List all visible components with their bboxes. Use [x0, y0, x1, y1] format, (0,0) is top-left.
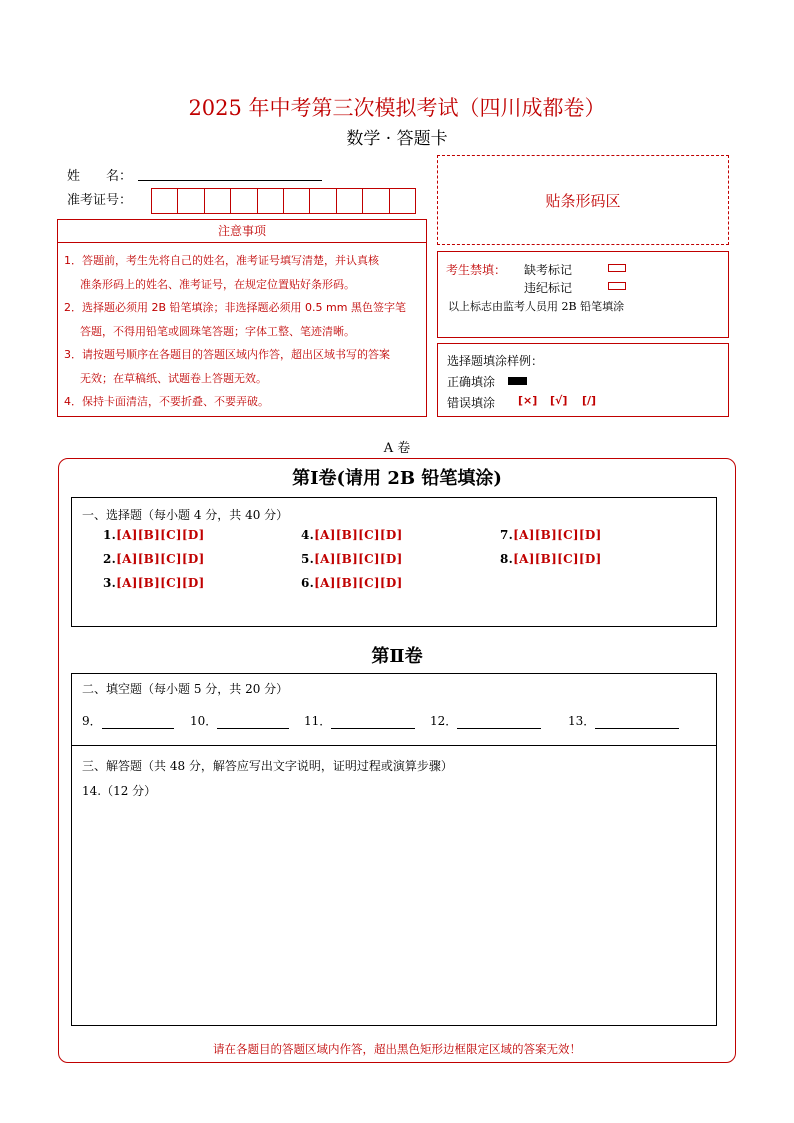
absence-label: 考生禁填：: [446, 263, 507, 277]
fill-heading: 二、填空题（每小题 5 分，共 20 分）: [82, 682, 289, 696]
id-cell[interactable]: [258, 189, 284, 213]
notice-line: 3．请按题号顺序在各题目的答题区域内作答，超出区域书写的答案: [64, 348, 390, 361]
violation-mark-label: 违纪标记: [524, 281, 573, 295]
footer-warning: 请在各题目的答题区域内作答，超出黑色矩形边框限定区域的答案无效！: [213, 1042, 581, 1056]
barcode-area: [437, 155, 729, 245]
absence-note: 以上标志由监考人员用 2B 铅笔填涂: [448, 300, 625, 313]
id-cell[interactable]: [231, 189, 257, 213]
barcode-label: 贴条形码区: [545, 191, 621, 210]
mc-heading: 一、选择题（每小题 4 分，共 40 分）: [82, 508, 289, 522]
page-subtitle: 数学 · 答题卡: [346, 129, 448, 149]
id-cell[interactable]: [337, 189, 363, 213]
correct-fill-label: 正确填涂: [447, 375, 496, 389]
id-cell[interactable]: [152, 189, 178, 213]
exam-id-grid[interactable]: [151, 188, 416, 214]
id-cell[interactable]: [310, 189, 336, 213]
absent-mark-box[interactable]: [608, 264, 626, 272]
id-cell[interactable]: [390, 189, 415, 213]
mc-question[interactable]: 1.[A][B][C][D]: [103, 528, 205, 542]
correct-fill-sample: [508, 377, 527, 385]
fill-item-11[interactable]: 11．: [304, 712, 415, 729]
absence-panel: [437, 251, 729, 338]
wrong-mark: [√]: [550, 394, 568, 407]
notice-line: 答题，不得用铅笔或圆珠笔答题；字体工整、笔迹清晰。: [80, 324, 355, 338]
fill-blank[interactable]: [331, 717, 415, 729]
wrong-fill-label: 错误填涂: [447, 396, 496, 410]
solve-box[interactable]: [71, 745, 717, 1026]
question-14-label: 14.（12 分）: [82, 784, 157, 798]
fill-box: [71, 673, 717, 746]
wrong-mark: [×]: [518, 394, 538, 407]
notice-line: 4．保持卡面清洁，不要折叠、不要弄破。: [64, 395, 269, 408]
notice-line: 无效；在草稿纸、试题卷上答题无效。: [80, 371, 267, 385]
solve-heading: 三、解答题（共 48 分，解答应写出文字说明，证明过程或演算步骤）: [82, 759, 453, 773]
part1-title: 第Ⅰ卷(请用 2B 铅笔填涂): [292, 468, 502, 489]
section-a-label: A 卷: [383, 441, 411, 456]
part2-title: 第Ⅱ卷: [371, 646, 423, 667]
id-cell[interactable]: [363, 189, 389, 213]
name-label: 姓 名：: [67, 169, 133, 184]
fill-example-title: 选择题填涂样例：: [447, 354, 544, 368]
id-cell[interactable]: [205, 189, 231, 213]
mc-question[interactable]: 6.[A][B][C][D]: [301, 576, 403, 590]
notice-line: 准条形码上的姓名、准考证号，在规定位置贴好条形码。: [80, 277, 355, 291]
notice-heading: 注意事项: [57, 219, 427, 243]
fill-item-13[interactable]: 13．: [568, 712, 679, 729]
fill-item-9[interactable]: 9．: [82, 712, 174, 729]
mc-question[interactable]: 4.[A][B][C][D]: [301, 528, 403, 542]
mc-question[interactable]: 7.[A][B][C][D]: [500, 528, 602, 542]
notice-body: [57, 242, 427, 417]
fill-blank[interactable]: [217, 717, 289, 729]
notice-line: 1．答题前，考生先将自己的姓名，准考证号填写清楚，并认真核: [64, 254, 379, 267]
fill-blank[interactable]: [595, 717, 679, 729]
mc-question[interactable]: 2.[A][B][C][D]: [103, 552, 205, 566]
violation-mark-box[interactable]: [608, 282, 626, 290]
mc-question[interactable]: 5.[A][B][C][D]: [301, 552, 403, 566]
fill-blank[interactable]: [102, 717, 174, 729]
name-field[interactable]: [138, 180, 322, 181]
fill-example-panel: [437, 343, 729, 417]
wrong-mark: [/]: [582, 394, 597, 407]
absent-mark-label: 缺考标记: [524, 263, 573, 277]
id-cell[interactable]: [284, 189, 310, 213]
fill-item-10[interactable]: 10．: [190, 712, 289, 729]
mc-question[interactable]: 3.[A][B][C][D]: [103, 576, 205, 590]
mc-box: [71, 497, 717, 627]
page-title: 2025 年中考第三次模拟考试（四川成都卷）: [188, 96, 606, 120]
mc-question[interactable]: 8.[A][B][C][D]: [500, 552, 602, 566]
id-cell[interactable]: [178, 189, 204, 213]
fill-item-12[interactable]: 12．: [430, 712, 541, 729]
id-label: 准考证号：: [67, 193, 133, 208]
fill-blank[interactable]: [457, 717, 541, 729]
notice-line: 2．选择题必须用 2B 铅笔填涂；非选择题必须用 0.5 mm 黑色签字笔: [64, 301, 406, 314]
